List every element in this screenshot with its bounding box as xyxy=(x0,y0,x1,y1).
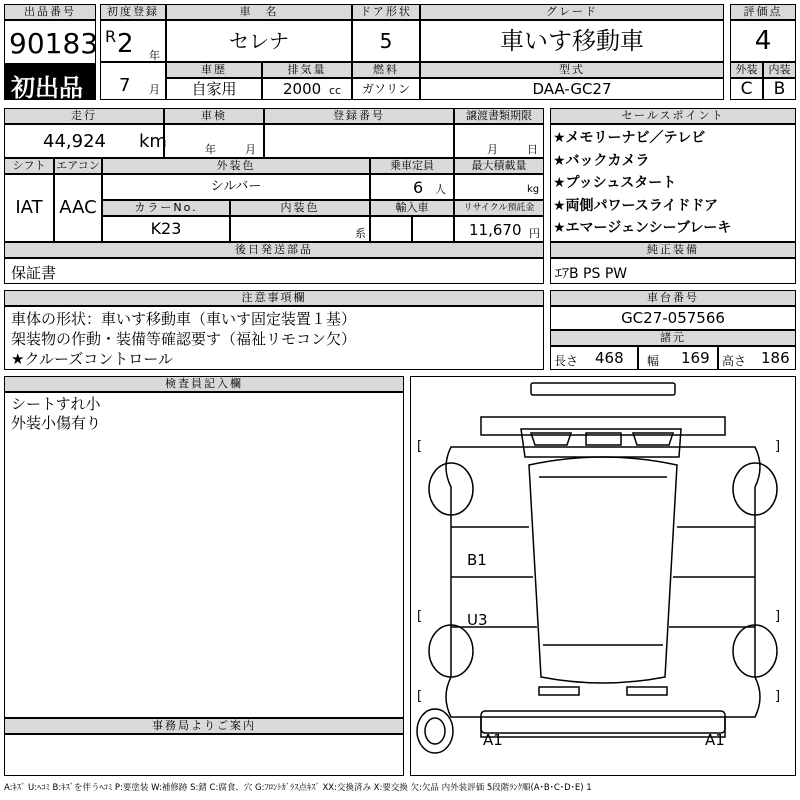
note-line: 架装物の作動・装備等確認要す（福祉リモコン欠） xyxy=(11,330,357,348)
capacity-cell xyxy=(370,174,454,200)
chassis-cell xyxy=(550,306,796,330)
ext-label: 外装 xyxy=(730,62,763,78)
capacity: 6 xyxy=(413,178,424,197)
fuel-cell xyxy=(352,78,420,100)
notes-label: 注意事項欄 xyxy=(4,290,544,306)
first-listing-text: 初出品 xyxy=(11,74,83,102)
month-unit: 月 xyxy=(149,83,160,96)
inspector-line: シートすれ小 xyxy=(11,395,101,413)
doors-label: ドア形状 xyxy=(352,4,420,20)
inspection-month-unit: 月 xyxy=(245,143,256,156)
inspector-box xyxy=(4,392,404,718)
model-cell xyxy=(420,78,724,100)
score-cell xyxy=(730,20,796,62)
import-label: 輸入車 xyxy=(370,200,454,216)
recycle-cell xyxy=(454,216,544,242)
inspector-label: 検査員記入欄 xyxy=(4,376,404,392)
history-label: 車歴 xyxy=(166,62,262,78)
ac-label: エアコン xyxy=(54,158,102,174)
inspection-cell xyxy=(164,124,264,158)
accessories: 保証書 xyxy=(11,264,57,282)
displacement-cell xyxy=(262,78,352,100)
chassis-label: 車台番号 xyxy=(550,290,796,306)
bracket: [ xyxy=(417,689,423,704)
first-reg-year-cell xyxy=(100,20,166,62)
note-line: 車体の形状：車いす移動車（車いす固定装置１基） xyxy=(11,310,357,328)
office-box xyxy=(4,734,404,776)
import-cell-b xyxy=(412,216,454,242)
transfer-day-unit: 日 xyxy=(527,143,538,156)
car-diagram-frame xyxy=(410,376,796,776)
bracket: ] xyxy=(775,439,781,454)
fuel: ガソリン xyxy=(361,82,410,96)
recycle-label: リサイクル預託金 xyxy=(454,200,544,216)
car-diagram xyxy=(411,377,795,775)
capacity-label: 乗車定員 xyxy=(370,158,454,174)
sales-points-box xyxy=(550,124,796,242)
bracket: ] xyxy=(775,609,781,624)
first-reg-month-cell xyxy=(100,62,166,100)
shift-cell xyxy=(4,174,54,242)
lot-number-cell xyxy=(4,20,99,64)
car-name-cell xyxy=(166,20,352,62)
transfer-label: 譲渡書類期限 xyxy=(454,108,544,124)
interior-color-unit: 系 xyxy=(355,227,366,240)
doors: 5 xyxy=(379,29,393,53)
dims-label: 諸元 xyxy=(550,330,796,346)
mileage: 44,924 xyxy=(43,131,106,152)
note-line: ★クルーズコントロール xyxy=(11,350,173,368)
office-label: 事務局よりご案内 xyxy=(4,718,404,734)
ext-grade-cell xyxy=(730,78,763,100)
color: シルバー xyxy=(210,179,262,194)
sales-point-item: ★エマージェンシーブレーキ xyxy=(553,220,732,236)
chassis-number: GC27-057566 xyxy=(621,309,725,327)
grade: 車いす移動車 xyxy=(500,27,644,55)
inspection-label: 車検 xyxy=(164,108,264,124)
history: 自家用 xyxy=(191,80,237,98)
sales-point-item: ★バックカメラ xyxy=(553,152,650,169)
sales-point-item: ★両側パワースライドドア xyxy=(553,197,719,214)
bracket: [ xyxy=(417,439,423,454)
first-reg-label: 初度登録 xyxy=(100,4,166,20)
fuel-label: 燃料 xyxy=(352,62,420,78)
max-load-label: 最大積載量 xyxy=(454,158,544,174)
int-grade-cell xyxy=(763,78,796,100)
length: 468 xyxy=(595,349,624,367)
height: 186 xyxy=(761,349,790,367)
height-label: 高さ xyxy=(722,354,747,368)
height-cell xyxy=(718,346,796,370)
mileage-label: 走行 xyxy=(4,108,164,124)
accessories-cell xyxy=(4,258,544,284)
max-load-cell xyxy=(454,174,544,200)
first-listing-badge xyxy=(4,64,96,100)
body-outline-shape xyxy=(446,447,760,717)
sales-points-label: セールスポイント xyxy=(550,108,796,124)
width: 169 xyxy=(681,349,710,367)
spare-tire xyxy=(417,709,453,753)
score: 4 xyxy=(754,26,772,56)
lot-number: 90183 xyxy=(9,27,99,60)
color-no-label: カラーNo. xyxy=(102,200,230,216)
notes-box xyxy=(4,306,544,370)
color-label: 外装色 xyxy=(102,158,370,174)
reg-month: 7 xyxy=(119,75,131,96)
max-load-unit: kg xyxy=(527,184,540,195)
mileage-cell xyxy=(4,124,167,158)
doors-cell xyxy=(352,20,420,62)
lot-number-label: 出品番号 xyxy=(4,4,96,20)
era: R xyxy=(105,27,117,46)
ext-grade: C xyxy=(740,79,753,99)
inspector-line: 外装小傷有り xyxy=(11,414,102,432)
ac: AAC xyxy=(59,197,97,218)
width-cell xyxy=(638,346,718,370)
recycle-unit: 円 xyxy=(529,227,540,240)
shift-label: シフト xyxy=(4,158,54,174)
reg-no-label: 登録番号 xyxy=(264,108,454,124)
length-cell xyxy=(550,346,638,370)
ac-cell xyxy=(54,174,102,242)
color-no: K23 xyxy=(150,219,182,238)
int-grade: B xyxy=(773,79,786,99)
grade-label: グレード xyxy=(420,4,724,20)
sales-point-item: ★プッシュスタート xyxy=(553,175,677,191)
front-bumper-shape xyxy=(531,383,675,395)
model-label: 型式 xyxy=(420,62,724,78)
reg-no-cell xyxy=(264,124,454,158)
damage-mark: A1 xyxy=(705,731,725,749)
int-label: 内装 xyxy=(763,62,796,78)
legend: A:ｷｽﾞ U:ﾍｺﾐ B:ｷｽﾞを伴うﾍｺﾐ P:要塗装 W:補修跡 S:錆 C:腐食、穴 G:ﾌﾛﾝﾄｶﾞﾗｽ点ｷｽﾞ XX:交換済み X:要交換 欠:欠品 内外装評価 5段階ﾗﾝｸ順(A･B･C･D･E) 1 xyxy=(4,783,592,793)
displacement: 2000 xyxy=(283,80,322,98)
accessories-label: 後日発送部品 xyxy=(4,242,544,258)
mileage-unit: km xyxy=(139,131,167,152)
width-label: 幅 xyxy=(647,354,660,368)
reg-year: 2 xyxy=(117,29,134,59)
equipment-cell xyxy=(550,258,796,284)
rear-bumper-shape xyxy=(481,711,725,733)
damage-mark: U3 xyxy=(467,611,488,629)
year-unit: 年 xyxy=(149,49,160,62)
capacity-unit: 人 xyxy=(435,183,446,196)
interior-color-label: 内装色 xyxy=(230,200,370,216)
transfer-cell xyxy=(454,124,544,158)
score-label: 評価点 xyxy=(730,4,796,20)
equipment-label: 純正装備 xyxy=(550,242,796,258)
bracket: ] xyxy=(775,689,781,704)
roof-shape xyxy=(529,457,677,683)
damage-mark: A1 xyxy=(483,731,503,749)
color-no-cell xyxy=(102,216,230,242)
model: DAA-GC27 xyxy=(532,80,612,98)
inspection-year-unit: 年 xyxy=(205,143,216,156)
damage-mark: B1 xyxy=(467,551,487,569)
car-name: セレナ xyxy=(229,29,289,53)
recycle: 11,670 xyxy=(469,221,522,239)
shift: IAT xyxy=(15,197,43,218)
grade-cell xyxy=(420,20,724,62)
equipment: ｴｱB PS PW xyxy=(555,266,628,282)
length-label: 長さ xyxy=(554,354,579,368)
bracket: [ xyxy=(417,609,423,624)
sales-point-item: ★メモリーナビ／テレビ xyxy=(553,130,706,146)
transfer-month-unit: 月 xyxy=(487,143,498,156)
import-cell-a xyxy=(370,216,412,242)
interior-color-cell xyxy=(230,216,370,242)
color-cell xyxy=(102,174,370,200)
displacement-unit: cc xyxy=(329,84,342,97)
displacement-label: 排気量 xyxy=(262,62,352,78)
history-cell xyxy=(166,78,262,100)
car-name-label: 車 名 xyxy=(166,4,352,20)
